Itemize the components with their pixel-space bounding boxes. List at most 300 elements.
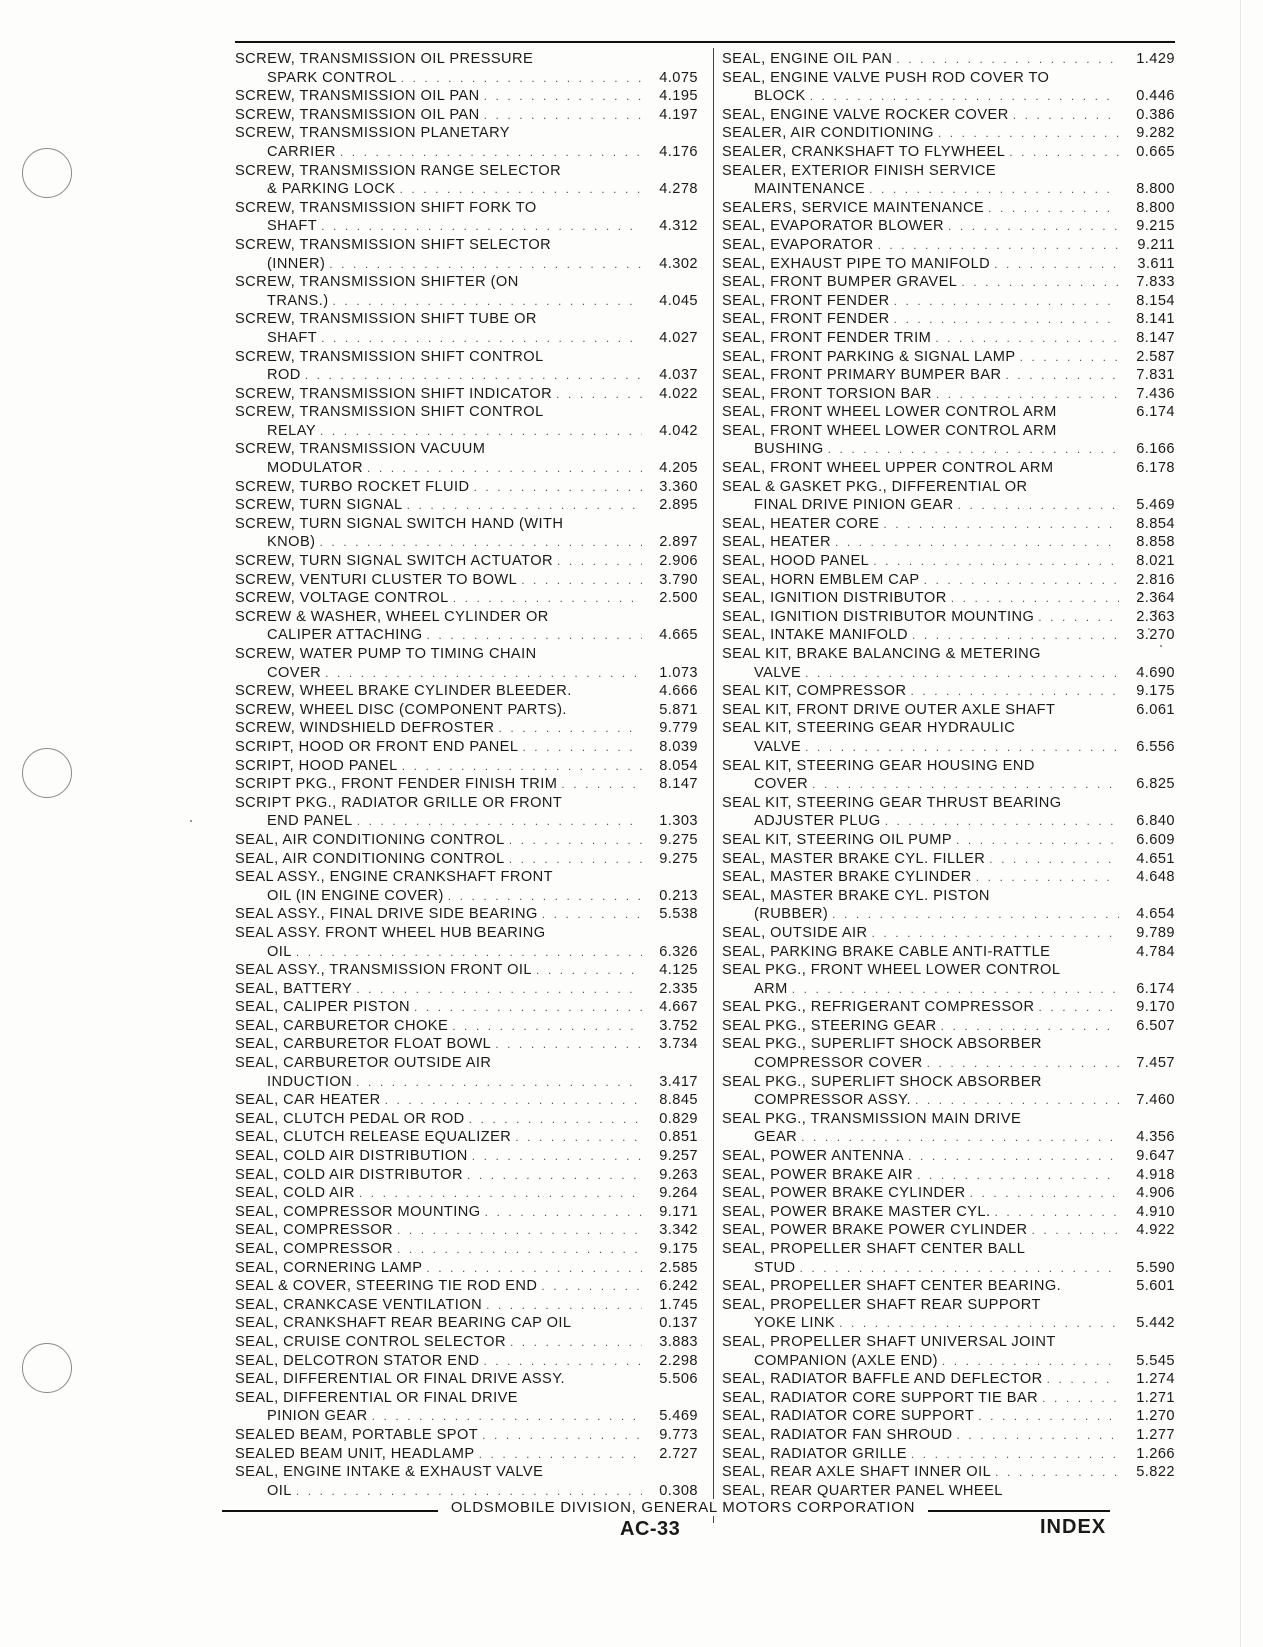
dot-leader — [1042, 1389, 1119, 1408]
footer-rule-right — [916, 1510, 1110, 1512]
entry-title: SEAL, RADIATOR BAFFLE AND DEFLECTOR — [722, 1371, 1043, 1388]
entry-title: SEAL, RADIATOR GRILLE — [722, 1445, 907, 1462]
dot-leader — [988, 199, 1119, 218]
dot-leader — [970, 1184, 1119, 1203]
index-entry — [722, 1389, 1175, 1408]
entry-page-ref: 9.257 — [659, 1148, 698, 1165]
entry-page-ref: 9.773 — [659, 1426, 698, 1443]
entry-page-ref: 2.906 — [659, 553, 698, 570]
entry-page-ref: 8.147 — [659, 776, 698, 793]
index-entry-continuation — [722, 440, 1175, 459]
entry-page-ref: 8.845 — [659, 1092, 698, 1109]
entry-page-ref: 2.727 — [659, 1445, 698, 1462]
entry-page-ref: 5.601 — [1136, 1278, 1175, 1295]
index-entry-continuation — [235, 626, 698, 645]
entry-page-ref: 4.197 — [659, 106, 698, 123]
index-entry — [722, 998, 1175, 1017]
dot-leader — [810, 87, 1119, 106]
entry-title: KNOB) — [267, 534, 316, 551]
dot-leader — [372, 1407, 642, 1426]
entry-page-ref: 8.147 — [1136, 329, 1175, 346]
entry-title: SEAL, FRONT TORSION BAR — [722, 385, 932, 402]
entry-title: SEAL, FRONT FENDER — [722, 311, 890, 328]
dot-leader — [556, 385, 642, 404]
dot-leader — [1009, 143, 1119, 162]
entry-page-ref: 1.277 — [1136, 1426, 1175, 1443]
entry-title: SHAFT — [267, 218, 318, 235]
index-column-left — [235, 50, 698, 1500]
entry-title: ARM — [754, 980, 788, 997]
dot-leader — [873, 552, 1119, 571]
entry-title: SCREW, VOLTAGE CONTROL — [235, 590, 449, 607]
dot-leader — [536, 961, 642, 980]
dot-leader — [482, 1426, 642, 1445]
entry-title: SEAL PKG., FRONT WHEEL LOWER CONTROL — [722, 962, 1061, 979]
index-entry — [722, 1184, 1175, 1203]
entry-page-ref: 3.752 — [659, 1017, 698, 1034]
entry-title: & PARKING LOCK — [267, 181, 396, 198]
index-entry-continuation — [235, 812, 698, 831]
entry-title: SEAL, POWER BRAKE AIR — [722, 1166, 914, 1183]
index-entry — [235, 1221, 698, 1240]
entry-title: SEAL, HORN EMBLEM CAP — [722, 571, 920, 588]
index-entry — [235, 961, 698, 980]
entry-title: SCRIPT PKG., FRONT FENDER FINISH TRIM — [235, 776, 558, 793]
entry-title: OIL (IN ENGINE COVER) — [267, 887, 444, 904]
index-entry-continuation — [722, 980, 1175, 999]
index-entry — [235, 571, 698, 590]
index-entry-continuation — [235, 943, 698, 962]
index-entry-continuation — [235, 533, 698, 552]
dot-leader — [486, 1296, 642, 1315]
index-entry — [722, 887, 1175, 906]
entry-page-ref: 1.274 — [1136, 1371, 1175, 1388]
entry-page-ref: 4.651 — [1136, 850, 1175, 867]
index-entry-continuation — [722, 87, 1175, 106]
index-entry — [722, 1482, 1175, 1501]
entry-title: SEAL, POWER BRAKE POWER CYLINDER — [722, 1222, 1028, 1239]
entry-title: SEAL, BATTERY — [235, 980, 353, 997]
entry-page-ref: 0.665 — [1136, 143, 1175, 160]
dot-leader — [479, 1445, 642, 1464]
entry-page-ref: 3.883 — [659, 1333, 698, 1350]
entry-title: SEAL, EXHAUST PIPE TO MANIFOLD — [722, 255, 991, 272]
index-entry — [235, 1463, 698, 1482]
index-entry-continuation — [235, 664, 698, 683]
index-entry — [235, 1054, 698, 1073]
index-entry — [235, 1314, 698, 1333]
dot-leader — [320, 422, 642, 441]
entry-title: COVER — [267, 664, 322, 681]
index-entry-continuation — [235, 366, 698, 385]
entry-title: SEAL, COLD AIR DISTRIBUTION — [235, 1148, 468, 1165]
entry-title: SEAL, CRANKSHAFT REAR BEARING CAP OIL — [235, 1315, 572, 1332]
entry-title: SEAL, ENGINE OIL PAN — [722, 51, 893, 67]
index-entry — [235, 1128, 698, 1147]
dot-leader — [427, 626, 642, 645]
entry-page-ref: 4.037 — [659, 367, 698, 384]
entry-page-ref: 2.500 — [659, 590, 698, 607]
index-entry — [722, 924, 1175, 943]
entry-title: VALVE — [754, 738, 802, 755]
entry-title: SEALED BEAM, PORTABLE SPOT — [235, 1426, 479, 1443]
entry-title: SEALER, AIR CONDITIONING — [722, 125, 934, 142]
index-entry — [722, 831, 1175, 850]
entry-title: SCREW, TRANSMISSION VACUUM — [235, 441, 486, 458]
index-column-right — [722, 50, 1175, 1500]
entry-page-ref: 5.538 — [659, 906, 698, 923]
dot-leader — [828, 440, 1119, 459]
entry-page-ref: 6.507 — [1136, 1017, 1175, 1034]
entry-page-ref: 4.042 — [659, 422, 698, 439]
dot-leader — [472, 1147, 642, 1166]
entry-title: SEAL PKG., SUPERLIFT SHOCK ABSORBER — [722, 1036, 1042, 1053]
entry-page-ref: 9.789 — [1136, 924, 1175, 941]
dot-leader — [474, 478, 642, 497]
header-rule — [235, 41, 1175, 43]
entry-page-ref: 0.213 — [659, 887, 698, 904]
index-entry — [235, 106, 698, 125]
entry-title: SEAL, RADIATOR CORE SUPPORT TIE BAR — [722, 1389, 1039, 1406]
binder-hole-top — [22, 148, 72, 198]
entry-title: SCREW & WASHER, WHEEL CYLINDER OR — [235, 608, 549, 625]
entry-page-ref: 6.178 — [1136, 460, 1175, 477]
dot-leader — [483, 1352, 642, 1371]
entry-title: SEALED BEAM UNIT, HEADLAMP — [235, 1445, 475, 1462]
entry-title: SEAL, DIFFERENTIAL OR FINAL DRIVE ASSY. — [235, 1371, 566, 1388]
index-entry — [722, 385, 1175, 404]
footer-publisher: OLDSMOBILE DIVISION, GENERAL MOTORS CORPORATION — [438, 1499, 928, 1516]
dot-leader — [935, 329, 1119, 348]
index-entry — [235, 124, 698, 143]
dot-leader — [915, 1091, 1119, 1110]
entry-page-ref: 7.833 — [1136, 274, 1175, 291]
entry-title: SEAL, AIR CONDITIONING CONTROL — [235, 850, 505, 867]
dot-leader — [911, 1445, 1119, 1464]
dot-leader — [356, 1073, 642, 1092]
index-entry — [722, 1166, 1175, 1185]
entry-page-ref: 6.242 — [659, 1278, 698, 1295]
entry-page-ref: 4.045 — [659, 292, 698, 309]
entry-page-ref: 6.556 — [1136, 738, 1175, 755]
dot-leader — [515, 1128, 642, 1147]
dot-leader — [936, 385, 1119, 404]
entry-title: SEAL, COLD AIR DISTRIBUTOR — [235, 1166, 463, 1183]
entry-title: SEAL, COMPRESSOR — [235, 1222, 394, 1239]
index-entry — [235, 1259, 698, 1278]
dot-leader — [832, 905, 1119, 924]
index-entry-continuation — [235, 459, 698, 478]
index-entry — [235, 905, 698, 924]
dot-leader — [340, 143, 642, 162]
entry-title: SCREW, VENTURI CLUSTER TO BOWL — [235, 571, 518, 588]
index-entry — [722, 1407, 1175, 1426]
index-entry-continuation — [235, 217, 698, 236]
entry-page-ref: 5.545 — [1136, 1352, 1175, 1369]
entry-title: SCREW, TRANSMISSION SHIFT SELECTOR — [235, 236, 552, 253]
entry-page-ref: 8.800 — [1136, 181, 1175, 198]
dot-leader — [367, 459, 642, 478]
entry-page-ref: 2.364 — [1136, 590, 1175, 607]
index-entry — [722, 1147, 1175, 1166]
entry-title: SCREW, TURN SIGNAL SWITCH ACTUATOR — [235, 553, 554, 570]
index-entry — [722, 366, 1175, 385]
entry-title: SHAFT — [267, 329, 318, 346]
dot-leader — [325, 664, 642, 683]
dot-leader — [800, 1259, 1119, 1278]
entry-title: SEAL, EVAPORATOR BLOWER — [722, 218, 945, 235]
index-entry — [235, 1203, 698, 1222]
index-entry — [722, 515, 1175, 534]
index-entry-continuation — [722, 738, 1175, 757]
entry-title: SEAL KIT, STEERING GEAR HYDRAULIC — [722, 720, 1016, 737]
entry-page-ref: 4.027 — [659, 329, 698, 346]
entry-page-ref: 4.906 — [1136, 1185, 1175, 1202]
dot-leader — [956, 1426, 1119, 1445]
index-entry — [235, 515, 698, 534]
dot-leader — [509, 850, 642, 869]
entry-title: SEAL, COMPRESSOR — [235, 1241, 394, 1257]
entry-title: MAINTENANCE — [754, 181, 866, 198]
entry-title: SEAL, ENGINE VALVE PUSH ROD COVER TO — [722, 69, 1050, 86]
entry-title: BUSHING — [754, 441, 824, 458]
entry-title: OIL — [267, 1482, 292, 1499]
entry-title: TRANS.) — [267, 292, 329, 309]
dot-leader — [958, 496, 1119, 515]
entry-page-ref: 4.918 — [1136, 1166, 1175, 1183]
index-entry — [235, 162, 698, 181]
index-entry — [722, 961, 1175, 980]
index-entry — [235, 1445, 698, 1464]
index-entry-continuation — [235, 887, 698, 906]
index-entry — [235, 236, 698, 255]
entry-title: SEAL, REAR QUARTER PANEL WHEEL — [722, 1482, 1003, 1499]
index-entry — [235, 1110, 698, 1129]
dot-leader — [896, 50, 1119, 69]
entry-page-ref: 9.215 — [1136, 218, 1175, 235]
entry-page-ref: 1.266 — [1136, 1445, 1175, 1462]
entry-page-ref: 8.154 — [1136, 292, 1175, 309]
entry-page-ref: 6.174 — [1136, 980, 1175, 997]
entry-title: CALIPER ATTACHING — [267, 627, 423, 644]
entry-title: COMPANION (AXLE END) — [754, 1352, 938, 1369]
entry-page-ref: 8.021 — [1136, 553, 1175, 570]
dot-leader — [329, 255, 642, 274]
index-entry — [235, 1426, 698, 1445]
index-entry — [235, 1333, 698, 1352]
entry-title: SEAL, POWER BRAKE MASTER CYL. — [722, 1203, 991, 1220]
entry-title: SEAL, HEATER — [722, 534, 831, 551]
entry-title: SCREW, TRANSMISSION SHIFT CONTROL — [235, 348, 544, 365]
entry-title: SEAL, CARBURETOR CHOKE — [235, 1017, 449, 1034]
index-entry — [722, 626, 1175, 645]
dot-leader — [976, 868, 1119, 887]
dot-leader — [1006, 366, 1120, 385]
entry-title: END PANEL — [267, 813, 353, 830]
entry-title: SCREW, TURN SIGNAL SWITCH HAND (WITH — [235, 515, 564, 532]
entry-title: SCREW, TRANSMISSION SHIFT FORK TO — [235, 199, 537, 216]
section-label: INDEX — [1040, 1516, 1107, 1538]
index-entry — [235, 980, 698, 999]
entry-page-ref: 4.666 — [659, 683, 698, 700]
entry-title: SEAL, CARBURETOR OUTSIDE AIR — [235, 1055, 492, 1072]
column-divider — [713, 48, 714, 1523]
entry-title: SCREW, WINDSHIELD DEFROSTER — [235, 720, 495, 737]
entry-title: SCREW, TRANSMISSION OIL PAN — [235, 106, 480, 123]
entry-title: SEALER, CRANKSHAFT TO FLYWHEEL — [722, 143, 1006, 160]
entry-page-ref: 3.790 — [659, 571, 698, 588]
entry-page-ref: 5.469 — [1136, 497, 1175, 514]
entry-page-ref: 6.840 — [1136, 813, 1175, 830]
entry-title: SEAL, FRONT WHEEL LOWER CONTROL ARM — [722, 422, 1057, 439]
entry-title: SEAL, IGNITION DISTRIBUTOR MOUNTING — [722, 608, 1035, 625]
entry-page-ref: 5.590 — [1136, 1259, 1175, 1276]
index-entry — [722, 701, 1175, 720]
index-entry — [235, 1296, 698, 1315]
entry-title: SEAL ASSY., TRANSMISSION FRONT OIL — [235, 962, 532, 979]
entry-page-ref: 2.895 — [659, 497, 698, 514]
dot-leader — [912, 626, 1119, 645]
index-entry — [722, 1221, 1175, 1240]
entry-title: SEAL, CRUISE CONTROL SELECTOR — [235, 1333, 506, 1350]
entry-title: SEAL, MASTER BRAKE CYLINDER — [722, 869, 972, 886]
dot-leader — [805, 738, 1119, 757]
entry-page-ref: 8.800 — [1136, 199, 1175, 216]
index-entry — [722, 1370, 1175, 1389]
dot-leader — [484, 106, 642, 125]
entry-title: ADJUSTER PLUG — [754, 813, 881, 830]
index-entry — [235, 831, 698, 850]
index-entry — [722, 1073, 1175, 1092]
index-entry — [235, 682, 698, 701]
entry-title: SEALERS, SERVICE MAINTENANCE — [722, 199, 985, 216]
entry-title: COVER — [754, 776, 809, 793]
entry-page-ref: 6.825 — [1136, 776, 1175, 793]
index-entry — [722, 589, 1175, 608]
entry-page-ref: 0.829 — [659, 1110, 698, 1127]
dot-leader — [452, 1017, 642, 1036]
entry-title: SEAL, FRONT BUMPER GRAVEL — [722, 274, 958, 291]
entry-title: SEAL, CARBURETOR FLOAT BOWL — [235, 1036, 492, 1053]
entry-title: SEAL, OUTSIDE AIR — [722, 924, 868, 941]
dot-leader — [385, 1091, 642, 1110]
index-entry — [722, 1110, 1175, 1129]
entry-title: SEAL, POWER BRAKE CYLINDER — [722, 1185, 966, 1202]
entry-page-ref: 9.779 — [659, 720, 698, 737]
entry-page-ref: 4.075 — [659, 69, 698, 86]
entry-title: SEAL, FRONT WHEEL UPPER CONTROL ARM — [722, 460, 1054, 477]
dot-leader — [1047, 1370, 1119, 1389]
dot-leader — [467, 1166, 642, 1185]
binder-hole-bottom — [22, 1343, 72, 1393]
entry-title: SEAL, ENGINE VALVE ROCKER COVER — [722, 106, 1009, 123]
index-entry — [235, 850, 698, 869]
index-entry — [722, 794, 1175, 813]
index-entry — [722, 1203, 1175, 1222]
entry-title: SEAL ASSY., FINAL DRIVE SIDE BEARING — [235, 906, 538, 923]
dot-leader — [484, 87, 642, 106]
entry-title: SEAL, CAR HEATER — [235, 1092, 381, 1109]
dot-leader — [878, 236, 1119, 255]
index-entry — [235, 1277, 698, 1296]
entry-title: VALVE — [754, 664, 802, 681]
entry-page-ref: 4.667 — [659, 999, 698, 1016]
entry-title: SCRIPT PKG., RADIATOR GRILLE OR FRONT — [235, 794, 563, 811]
index-entry — [235, 608, 698, 627]
index-entry — [722, 1445, 1175, 1464]
dot-leader — [407, 496, 642, 515]
entry-page-ref: 4.665 — [659, 627, 698, 644]
entry-page-ref: 3.417 — [659, 1073, 698, 1090]
entry-page-ref: 8.141 — [1136, 311, 1175, 328]
index-entry — [235, 757, 698, 776]
index-entry — [235, 496, 698, 515]
index-entry — [722, 69, 1175, 88]
dot-leader — [1020, 348, 1119, 367]
entry-title: SEAL, POWER ANTENNA — [722, 1148, 905, 1165]
index-entry — [235, 738, 698, 757]
dot-leader — [522, 738, 642, 757]
entry-title: COMPRESSOR COVER — [754, 1055, 923, 1072]
entry-page-ref: 8.039 — [659, 738, 698, 755]
entry-page-ref: 4.648 — [1136, 869, 1175, 886]
entry-page-ref: 0.137 — [659, 1315, 698, 1332]
entry-title: SEAL KIT, FRONT DRIVE OUTER AXLE SHAFT — [722, 701, 1056, 718]
index-entry-continuation — [235, 1073, 698, 1092]
binder-hole-middle — [22, 748, 72, 798]
dot-leader — [521, 571, 642, 590]
entry-title: SCREW, TRANSMISSION OIL PRESSURE — [235, 51, 534, 67]
dot-leader — [296, 943, 642, 962]
index-entry — [722, 608, 1175, 627]
index-entry — [235, 310, 698, 329]
dot-leader — [995, 1203, 1119, 1222]
entry-page-ref: 3.360 — [659, 478, 698, 495]
page-number: AC-33 — [620, 1518, 681, 1540]
entry-page-ref: 4.125 — [659, 962, 698, 979]
dot-leader — [305, 366, 642, 385]
dot-leader — [885, 812, 1119, 831]
entry-page-ref: 2.587 — [1136, 348, 1175, 365]
entry-title: SEAL, FRONT PARKING & SIGNAL LAMP — [722, 348, 1016, 365]
index-entry-continuation — [722, 664, 1175, 683]
dot-leader — [989, 850, 1119, 869]
index-entry-continuation — [235, 1407, 698, 1426]
index-entry — [722, 255, 1175, 274]
entry-page-ref: 1.745 — [659, 1296, 698, 1313]
index-entry-continuation — [722, 1054, 1175, 1073]
dot-leader — [941, 1017, 1119, 1036]
entry-title: SEAL, ENGINE INTAKE & EXHAUST VALVE — [235, 1464, 544, 1481]
entry-page-ref: 7.436 — [1136, 385, 1175, 402]
entry-title: SEAL, CRANKCASE VENTILATION — [235, 1296, 483, 1313]
entry-page-ref: 8.054 — [659, 757, 698, 774]
entry-page-ref: 8.854 — [1136, 515, 1175, 532]
entry-page-ref: 9.275 — [659, 850, 698, 867]
dot-leader — [801, 1128, 1119, 1147]
index-entry-continuation — [235, 422, 698, 441]
entry-title: BLOCK — [754, 88, 806, 105]
entry-title: GEAR — [754, 1129, 798, 1146]
entry-title: INDUCTION — [267, 1073, 353, 1090]
index-entry-continuation — [722, 905, 1175, 924]
index-entry-continuation — [722, 1314, 1175, 1333]
dot-leader — [1038, 998, 1119, 1017]
entry-page-ref: 9.264 — [659, 1185, 698, 1202]
entry-title: SEAL KIT, STEERING GEAR THRUST BEARING — [722, 794, 1062, 811]
entry-title: COMPRESSOR ASSY. — [754, 1092, 911, 1109]
entry-page-ref: 9.275 — [659, 831, 698, 848]
